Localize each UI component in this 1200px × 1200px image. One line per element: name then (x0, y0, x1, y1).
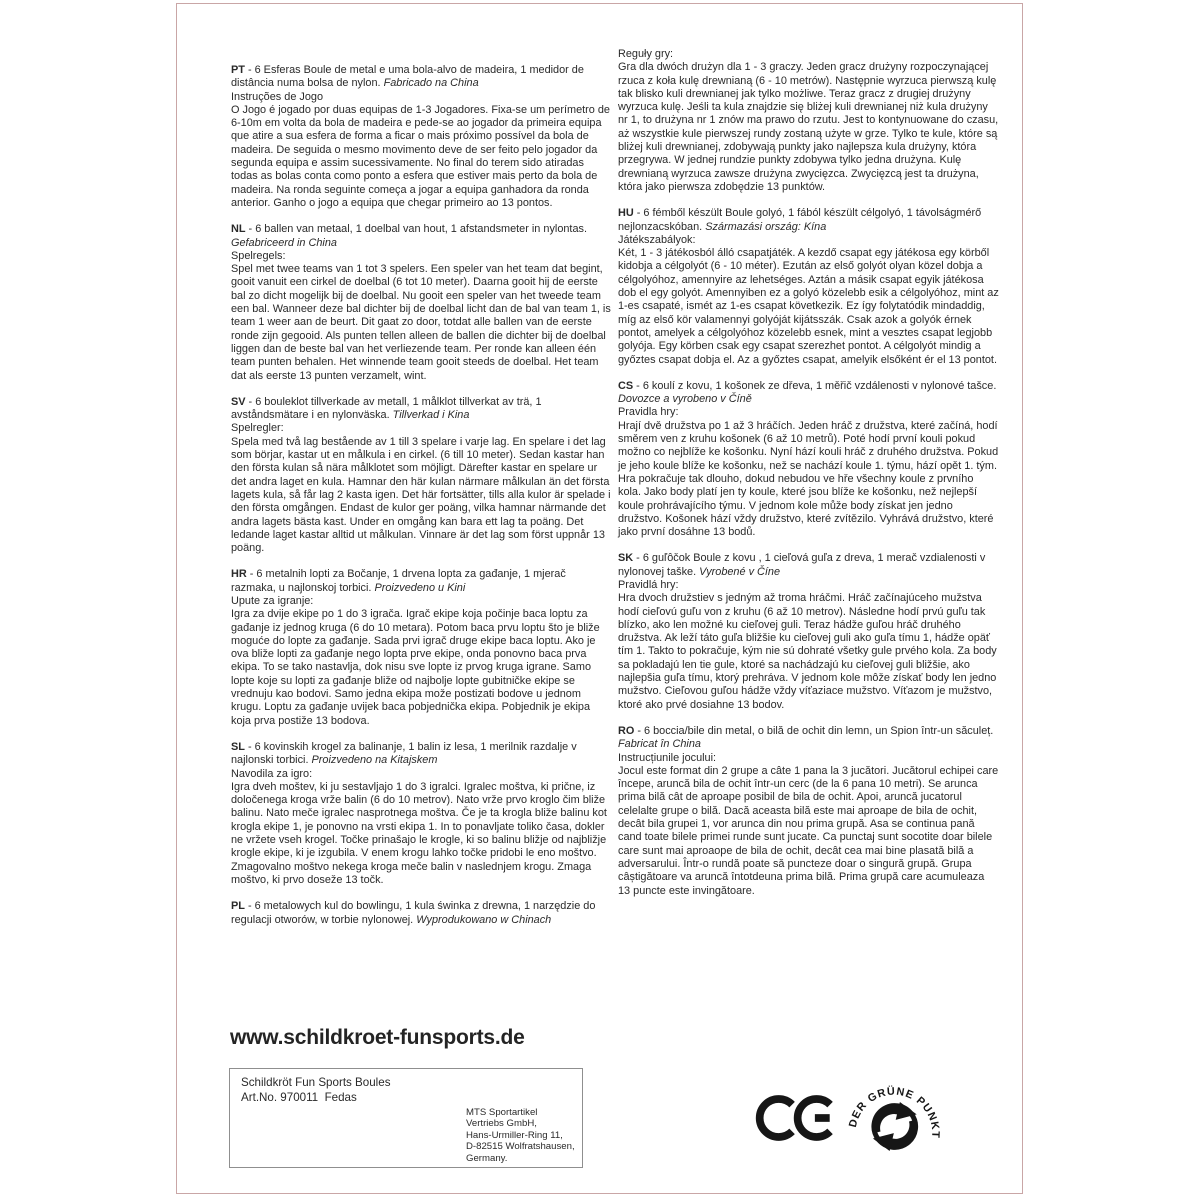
section-intro (231, 568, 612, 595)
section-hu (618, 207, 999, 367)
section-intro (231, 741, 612, 768)
contents-text: - 6 bouleklot tillverkade av metall, 1 målklot tillverkat av trä, 1 avståndsmätare i en nylonväska. (231, 395, 542, 422)
contents-text: - 6 guľôčok Boule z kovu , 1 cieľová guľa z dreva, 1 merač vzdialenosti v nylonovej taške. (618, 552, 986, 578)
section-intro (618, 725, 999, 752)
section-sk (618, 552, 999, 712)
product-info (241, 1076, 391, 1105)
rules-heading: Pravidlá hry: (618, 578, 679, 591)
section-cs (618, 380, 999, 540)
contents-text: - 6 kovinskih krogel za balinanje, 1 balin iz lesa, 1 merilnik razdalje v najlonski torbici. (231, 740, 577, 767)
product-info-box (229, 1068, 583, 1168)
section-hr (231, 568, 612, 728)
rules-heading: Pravidla hry: (618, 406, 679, 419)
address-line: Germany. (466, 1152, 508, 1164)
origin-text: Gefabriceerd in China (231, 236, 337, 249)
rules-body: Hrají dvě družstva po 1 až 3 hráčích. Jeden hráč z družstva, které začíná, hodí směrem ven z kruhu košonek (6 až 10 metrů). Poté hodí první kouli pokud možno co nejblíže ke košonku. Nyní hází kouli hráč z druhého družstva. Pokud je jeho koule blíže ke košonku, než se nachází koule 1. týmu, hází opět 1. tým. Hra pokračuje tak dlouho, dokud nebudou ve hře všechny koule z prvního kola. Jako body platí jen ty koule, které jsou blíže ke košonku, než nejlepší koule prohrávajícího týmu. V jednom kole může body získat jen jedno družstvo. Košonek hází vždy družstvo, které zvítězilo. Vyhrává družstvo, které jako první dosáhne 13 bodů. (618, 419, 999, 539)
rules-heading: Instrucțiunile jocului: (618, 751, 717, 764)
origin-text: Proizvedeno u Kini (374, 581, 466, 594)
section-intro (618, 552, 999, 579)
lang-code-ro: RO (618, 724, 635, 737)
origin-text: Származási ország: Kína (705, 220, 827, 233)
section-intro (231, 64, 612, 91)
rules-heading: Instruções de Jogo (231, 90, 324, 103)
section-sl (231, 741, 612, 887)
lang-code-pt: PT (231, 64, 245, 76)
gruene-punkt-text: DER GRÜNE PUNKT (846, 1085, 942, 1139)
section-intro (618, 380, 999, 407)
contents-text: - 6 boccia/bile din metal, o bilă de ochit din lemn, un Spion într-un săculeț. (634, 724, 994, 737)
lang-code-sk: SK (618, 552, 634, 565)
section-pt (231, 64, 612, 210)
rules-body: Hra dvoch družstiev s jedným až troma hráčmi. Hráč začínajúceho mužstva hodí cieľovú guľu von z kruhu (6 až 10 metrov). Následne hodí prvú guľu tak blízko, ako len možné ku cieľovej guli. Teraz hádže guľou hráč druhého družstva. Ak leží táto guľa bližšie ku cieľovej guli ako guľa tímu 1, hádže opäť tím 1. Takto to pokračuje, kým nie sú dohraté všetky gule prvého kola. Za body sa pokladajú len tie gule, ktoré sa nachádzajú ku cieľovej guli bližšie, ako najlepšia guľa tímu, ktorý prehráva. V jednom kole môže získať body len jedno mužstvo. Cieľovou guľou hádže vždy víťaziace mužstvo. Víťazom je mužstvo, ktoré ako prvé dosiahne 13 bodov. (618, 592, 997, 711)
rules-heading: Reguły gry: (618, 48, 674, 60)
section-intro (231, 900, 612, 927)
origin-text: Fabricat în China (618, 738, 701, 751)
gruene-punkt-icon (845, 1066, 945, 1172)
lang-code-cs: CS (618, 379, 634, 392)
origin-text: Vyrobené v Číne (699, 565, 781, 578)
rules-heading: Spelregels: (231, 249, 286, 262)
contents-text: - 6 metalnih lopti za Bočanje, 1 drvena lopta za gađanje, 1 mjerač razmaka, u najlonskoj torbici. (231, 568, 566, 594)
contents-text: - 6 metalowych kul do bowlingu, 1 kula świnka z drewna, 1 narzędzie do regulacji otworów, w torbie nylonowej. (231, 900, 596, 926)
rules-heading: Navodila za igro: (231, 767, 313, 780)
section-intro (231, 396, 612, 423)
rules-body: Spel met twee teams van 1 tot 3 spelers. Een speler van het team dat begint, gooit vanuit een cirkel de doelbal (6 tot 10 meter). Daarna gooit hij de eerste bal zo dicht mogelijk bij de doelbal. Nu gooit een speler van het tweede team een bal. Wanneer deze bal dichter bij de doelbal licht dan de bal van team 1, is team 1 weer aan de beurt. Dit gaat zo door, totdat alle ballen van de eerste ronde zijn gegooid. Als punten tellen alleen de ballen die dichter bij de doelbal liggen dan de beste bal van het verliezende team. Per ronde kan alleen één team punten behalen. Het winnende team gooit steeds de doelbal. Het team dat als eerste 13 punten verzamelt, wint. (231, 263, 611, 382)
rules-heading: Upute za igranje: (231, 594, 314, 607)
manufacturer-address (466, 1107, 575, 1164)
contents-text: - 6 Esferas Boule de metal e uma bola-alvo de madeira, 1 medidor de distância numa bolsa de nylon. (231, 64, 584, 90)
lang-code-sv: SV (231, 395, 246, 408)
address-line: MTS Sportartikel (466, 1107, 538, 1118)
section-intro (231, 223, 612, 250)
rules-heading: Játékszabályok: (618, 233, 696, 246)
lang-code-hu: HU (618, 207, 634, 220)
origin-text: Wyprodukowano w Chinach (416, 913, 552, 926)
rules-body: Igra za dvije ekipe po 1 do 3 igrača. Igrač ekipe koja počinje baca loptu za gađanje iz jednog kruga (6 do 10 metara). Potom baca prvu loptu što je bliže moguće do lopte za gađanje. Sada prvi igrač druge ekipe baca loptu. Ako je ova bliže lopti za gađanje nego lopta prve ekipe, onda ponovno baca prva ekipa. To se tako nastavlja, dok nisu sve lopte iz prvog kruga igrane. Samo lopte koje su lopti za gađanje bliže od najbolje lopte gubitničke ekipe se vrednuju kao bodovi. Samo jedna ekipa može postizati bodove u jednom krugu. Loptu za gađanje uvijek baca pobjednička ekipa. Pobjednik je ekipa koja prva postiže 13 bodova. (231, 608, 600, 727)
ce-mark-icon (752, 1088, 838, 1148)
section-pl (231, 900, 612, 927)
instruction-sheet (176, 3, 1023, 1194)
rules-heading: Spelregler: (231, 422, 284, 435)
address-line: Hans-Urmiller-Ring 11, (466, 1129, 563, 1141)
contents-text: - 6 koulí z kovu, 1 košonek ze dřeva, 1 měřič vzdálenosti v nylonové tašce. (633, 379, 997, 392)
section-sv (231, 396, 612, 556)
website-url: www.schildkroet-funsports.de (230, 1026, 525, 1049)
contents-text: - 6 ballen van metaal, 1 doelbal van hout, 1 afstandsmeter in nylontas. (245, 223, 587, 236)
column-left (231, 64, 612, 940)
rules-body: Két, 1 - 3 játékosból álló csapatjáték. A kezdő csapat egy játékosa egy körből kidobja a célgolyót (6 - 10 méter). Ezután az első golyót olyan közel dobja a célgolyóhoz, amennyire az lehetséges. Aztán a másik csapat egyik játékosa dob el egy golyót. Amennyiben ez a golyó közelebb esik a célgolyóhoz, mint az 1-es csapaté, ismét az 1-es csapat következik. Ez így folytatódik mindaddig, míg az első kör valamennyi golyóját kijátsszák. Csak azok a golyók érnek pontot, amelyek a célgolyóhoz közelebb esnek, mint a vesztes csapat legjobb golyója. Egy körben csak egy csapat szerezhet pontot. A célgolyót mindig a győztes csapat dobja el. Az a győztes csapat, amelyik elsőként ér el 13 pontot. (618, 247, 999, 366)
address-line: D-82515 Wolfratshausen, (466, 1141, 575, 1153)
section-ro (618, 725, 999, 898)
origin-text: Tillverkad i Kina (392, 409, 470, 422)
origin-text: Dovozce a vyrobeno v Číně (618, 393, 752, 406)
article-number: Art.No. 970011 Fedas (241, 1090, 357, 1104)
contents-text: - 6 fémből készült Boule golyó, 1 fából készült célgolyó, 1 távolságmérő nejlonzacskóban. (618, 207, 982, 233)
lang-code-pl: PL (231, 900, 245, 913)
address-line: Vertriebs GmbH, (466, 1118, 537, 1130)
section-nl (231, 223, 612, 383)
column-right (618, 48, 999, 911)
origin-text: Proizvedeno na Kitajskem (311, 754, 438, 767)
product-name: Schildkröt Fun Sports Boules (241, 1076, 391, 1089)
section-pl-rules (618, 48, 999, 194)
rules-body: O Jogo é jogado por duas equipas de 1-3 Jogadores. Fixa-se um perímetro de 6-10m em volta da bola de madeira e pede-se ao jogador da primeira equipa que atire a sua esfera de forma a ficar o mais próximo possível da bola de madeira. De seguida o mesmo movimento deve de ser feito pelo jogador da segunda equipa e assim sucessivamente. No final do terem sido atiradas todas as bolas conta como ponto a esfera que estiver mais perto da bola de madeira. Na ronda seguinte começa a jogar a equipa ganhadora da ronda anterior. Ganho o jogo a equipa que chegar primeiro ao 13 pontos. (231, 103, 610, 209)
rules-body: Igra dveh moštev, ki ju sestavljajo 1 do 3 igralci. Igralec moštva, ki prične, iz določenega kroga vrže balin (6 do 10 metrov). Nato vrže prvo kroglo čim bliže balinu. Nato meče igralec nasprotnega moštva. Če je ta krogla bliže balinu kot krogla ekipe 1, je ponovno na vrsti ekipa 1. In to ponavljate toliko časa, dokler ne vržete vseh krogel. Točke prinašajo le krogle, ki so balinu bližje od najbližje krogle ekipe, ki je izgubila. V enem krogu lahko točke pridobi le eno moštvo. Zmagovalno moštvo nekega kroga meče balin v naslednjem krogu. Zmaga moštvo, ki prvo doseže 13 točk. (231, 780, 607, 886)
origin-text: Fabricado na China (383, 77, 479, 90)
lang-code-nl: NL (231, 223, 246, 236)
lang-code-hr: HR (231, 568, 247, 581)
section-intro (618, 207, 999, 234)
rules-body: Spela med två lag bestående av 1 till 3 spelare i varje lag. En spelare i det lag som börjar, kastar ut en målkula i en cirkel. (6 till 10 meter). Sedan kastar han den första kulan så nära målklotet som möjligt. Därefter kastar en spelare ur det andra laget en kula. Hamnar den här kulan närmare målkulan än det första lagets kula, så får lag 2 kasta igen. Det här fortsätter, tills alla kulor är spelade i den första omgången. Endast de kulor ger poäng, vilka hamnar närmande det andra lagets bästa kast. Under en omgång kan bara ett lag ta poäng. Det ledande laget kastar alltid ut målkulan. Vinnare är det lag som först uppnår 13 poäng. (231, 435, 611, 555)
rules-body: Gra dla dwóch drużyn dla 1 - 3 graczy. Jeden gracz drużyny rozpoczynającej rzuca z koła kulę drewnianą (6 - 10 metrów). Następnie wyrzuca pierwszą kulę tak blisko kuli drewnianej jak tylko możliwe. Teraz gracz z drugiej drużyny wyrzuca kulę. Jeśli ta kula znajdzie się bliżej kuli drewnianej niż kula drużyny nr 1, to drużyna nr 1 znów ma prawo do rzutu. Jest to kontynuowane do czasu, aż wszystkie kule pierwszej rundy zostaną użyte w grze. Tylko te kule, które są bliżej kuli drewnianej, zdobywają punkty jako najlepsza kula drużyny, która przegrywa. W jednej rundzie punkty zdobywa tylko jedna drużyna. Kulę drewnianą wyrzuca zawsze drużyna zwycięzca. Zwycięzcą jest ta drużyna, która jako pierwsza zdobędzie 13 punktów. (618, 61, 999, 193)
lang-code-sl: SL (231, 740, 245, 753)
rules-body: Jocul este format din 2 grupe a câte 1 pana la 3 jucători. Jucătorul echipei care începe, aruncă bila de ochit într-un cerc (de la 6 pana 10 metri). Se arunca prima bilă cât de aproape posibil de bila de ochit. Apoi, aruncă jucatorul celelalte grupe o bilă. Dacă aceasta bilă este mai aproape de bila de ochit, decât bila grupei 1, vor arunca din nou prima grupă. Asa se continua pană cand toate bilele primei runde sunt jucate. Ca punctaj sunt socotite doar bilele care sunt mai aproaope de bila de ochit, decât cea mai bine plasată bilă a adversarului. Într-o rundă poate să puncteze doar o singură grupă. Grupa câștigătoare va aruncă întotdeuna prima bilă. Prima grupă care acumuleaza 13 puncte este invingătoare. (618, 764, 999, 897)
